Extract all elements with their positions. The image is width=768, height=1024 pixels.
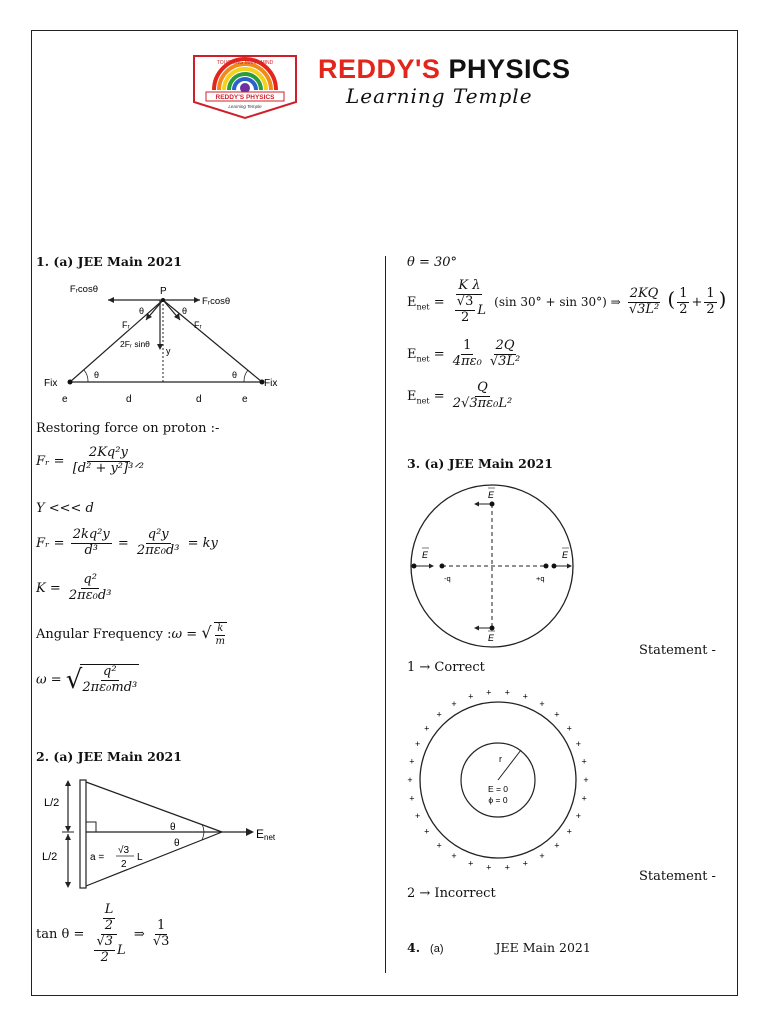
plus-charge: + — [554, 709, 560, 720]
q3-heading: 3. (a) JEE Main 2021 — [407, 456, 553, 471]
eq-tan-num — [101, 903, 118, 935]
brand-tagline: Learning Temple — [346, 84, 533, 108]
left-charge — [68, 380, 73, 385]
pos-charge — [544, 564, 549, 569]
enet1-half-b — [704, 287, 716, 318]
eq-k-num: q² — [83, 572, 97, 587]
plus-charge: + — [566, 723, 572, 734]
statement-1-word: Statement - — [639, 643, 716, 658]
q1-force-diagram — [36, 278, 296, 408]
plus-charge: + — [451, 851, 457, 862]
ang-frac — [214, 622, 227, 647]
top-point — [490, 502, 495, 507]
enet2-eq: = — [433, 346, 445, 362]
eq-omega-den: 2πε₀md³ — [82, 679, 138, 695]
logo-banner-text: REDDY'S PHYSICS — [215, 94, 275, 101]
label-e-zero: E = 0 — [487, 784, 509, 794]
label-root3: √3 — [118, 845, 130, 856]
eq-omega-frac — [80, 664, 139, 696]
eq-enet-2 — [407, 339, 524, 370]
plus-charge: + — [539, 851, 545, 862]
restoring-force-text: Restoring force on proton :- — [36, 421, 220, 436]
q3-circle-diagram — [404, 478, 580, 654]
q4-number: 4. — [407, 940, 421, 955]
label-l-half-top: L/2 — [44, 797, 60, 809]
enet1-frac1 — [451, 279, 488, 326]
e-label-top: E — [488, 490, 495, 500]
eq-tan-den-frac — [94, 935, 115, 966]
brand-name-black: PHYSICS — [448, 54, 571, 84]
label-fix-left: Fix — [44, 378, 58, 389]
eq-tan-result — [151, 919, 172, 950]
label-neg-q: -q — [444, 574, 451, 583]
enet3-eq: = — [433, 388, 445, 404]
ang-den: m — [215, 635, 226, 647]
sqrt-sign: √ — [201, 623, 212, 642]
q3-sphere-diagram — [406, 686, 590, 870]
label-fcos-right: Fᵣcosθ — [202, 296, 231, 307]
label-fcos-left: Fᵣcosθ — [69, 284, 98, 295]
plus-charge: + — [468, 858, 474, 869]
eq-fr2-num2: q²y — [147, 527, 169, 542]
label-l: L — [137, 852, 143, 863]
eq-tan-num-top: L — [104, 902, 114, 917]
left-point — [412, 564, 417, 569]
sqrt-sign-omega: √ — [65, 664, 83, 695]
logo-badge — [192, 52, 298, 120]
enet2-den1: 4πε₀ — [452, 353, 482, 369]
eq-tan-den-bot: 2 — [100, 949, 109, 965]
enet2-num2: 2Q — [495, 338, 515, 353]
eq-tan-num-bot: 2 — [104, 917, 114, 933]
label-a-eq: a = — [90, 852, 105, 863]
label-e-right: e — [242, 394, 248, 405]
right-string — [163, 300, 262, 382]
enet1-num2: 2KQ — [629, 285, 659, 301]
enet1-mid: (sin 30° + sin 30°) ⇒ — [494, 294, 621, 309]
plus-charge: + — [451, 698, 457, 709]
theta-30: θ = 30° — [407, 255, 458, 270]
lower-line — [86, 832, 222, 886]
e-label-right: E — [562, 550, 569, 560]
label-enet: E — [256, 827, 265, 841]
upper-line — [86, 782, 222, 832]
eq-tan-den — [90, 935, 127, 966]
enet3-e: E — [407, 388, 417, 404]
plus-charge: + — [486, 687, 492, 698]
angular-omega: ω = — [171, 627, 198, 642]
bottom-point — [490, 626, 495, 631]
eq-enet-3 — [407, 381, 516, 412]
enet2-frac2 — [488, 339, 522, 370]
plus-charge: + — [409, 756, 415, 767]
eq-fr2-den1: d³ — [84, 542, 98, 558]
label-e-left: e — [62, 394, 68, 405]
enet2-frac1 — [451, 339, 484, 370]
enet2-sub: net — [416, 354, 430, 364]
eq-tan-res-num: 1 — [157, 917, 166, 933]
brand-name — [318, 54, 571, 85]
label-enet-sub: net — [264, 833, 276, 842]
plus-charge: + — [424, 826, 430, 837]
eq-fr-approx: Fᵣ = $\frac{\text{2kq²y}}{\text{d³}}$ = $\frac{\text{q²y}}{\text{2πε₀d³}}$ = ky — [36, 527, 218, 558]
column-divider — [385, 256, 386, 973]
angular-frequency-label: Angular Frequency : — [36, 627, 172, 642]
label-r: r — [499, 754, 502, 764]
plus-charge: + — [436, 840, 442, 851]
eq-fr — [36, 446, 148, 477]
eq-tan — [36, 903, 173, 966]
eq-enet-1 — [407, 279, 726, 326]
enet3-frac — [451, 381, 514, 412]
eq-k-lhs: K = — [36, 580, 61, 596]
right-point — [552, 564, 557, 569]
enet1-half-a-num: 1 — [679, 285, 688, 301]
neg-charge — [440, 564, 445, 569]
plus-charge: + — [504, 687, 510, 698]
charged-rod — [80, 780, 86, 888]
label-theta-top-left: θ — [139, 306, 145, 316]
plus-charge: + — [554, 840, 560, 851]
enet2-den2: √3L² — [489, 353, 521, 369]
eq-tan-den-top: √3 — [96, 933, 114, 949]
eq-fr-lhs: Fᵣ = — [36, 453, 65, 469]
statement-2-result: 2 → Incorrect — [407, 886, 496, 901]
label-theta-right: θ — [232, 370, 238, 380]
plus-charge: + — [414, 739, 421, 750]
eq-fr-frac — [71, 446, 146, 477]
eq-fr2-lhs: Fᵣ = — [36, 535, 65, 551]
plus-charge: + — [566, 826, 572, 837]
enet1-sub: net — [416, 302, 430, 312]
plus-charge: + — [583, 775, 589, 785]
enet1-den-top: √3 — [456, 293, 474, 309]
plus-charge: + — [522, 858, 528, 869]
plus-charge: + — [504, 862, 510, 870]
ang-num: k — [217, 623, 224, 634]
statement-2-word: Statement - — [639, 869, 716, 884]
eq-fr2-frac2 — [135, 528, 182, 559]
enet2-num1: 1 — [463, 338, 472, 353]
plus-charge: + — [424, 723, 430, 734]
enet1-num: K λ — [458, 278, 481, 293]
eq-fr-num: 2Kq²y — [88, 445, 128, 460]
surface-charges — [407, 688, 588, 871]
enet1-den-bot: 2 — [460, 309, 470, 325]
eq-omega-num: q² — [103, 664, 117, 679]
enet1-paren-open: ( — [667, 286, 676, 311]
label-theta-left: θ — [94, 370, 100, 380]
eq-tan-arrow: ⇒ — [133, 926, 145, 942]
plus-charge: + — [486, 862, 492, 870]
enet1-den-frac — [455, 295, 476, 326]
e-label-left: E — [422, 550, 429, 560]
plus-charge: + — [581, 756, 587, 767]
label-theta-top-right: θ — [182, 306, 188, 316]
label-pos-q: +q — [536, 574, 545, 583]
logo-sub-text: Learning Temple — [228, 104, 262, 109]
q2-heading: 2. (a) JEE Main 2021 — [36, 749, 182, 764]
plus-charge: + — [414, 810, 421, 821]
brand-name-red: REDDY'S — [318, 54, 441, 84]
eq-omega-lhs: ω = — [36, 672, 62, 688]
label-fr-left: Fᵣ — [122, 320, 130, 330]
plus-charge: + — [407, 775, 413, 785]
label-d-left: d — [126, 394, 132, 405]
enet3-num: Q — [477, 380, 488, 395]
enet1-plus: + — [691, 294, 703, 310]
enet1-half-b-den: 2 — [706, 301, 715, 317]
proton — [161, 298, 165, 302]
enet1-paren-close: ) — [718, 286, 727, 311]
q2-rod-diagram — [36, 774, 316, 898]
label-two: 2 — [121, 859, 127, 870]
eq-fr-den: [d² + y²]³ᐟ² — [72, 460, 145, 476]
plus-charge: + — [539, 698, 545, 709]
eq-k-frac — [67, 573, 114, 604]
enet1-half-b-num: 1 — [706, 285, 715, 301]
plus-charge: + — [436, 709, 442, 720]
plus-charge: + — [409, 793, 415, 804]
label-theta-lower: θ — [174, 838, 180, 849]
enet1-half-a — [677, 287, 689, 318]
label-2fr-sin: 2Fᵣ sinθ — [120, 339, 150, 349]
right-angle-mark — [86, 822, 96, 832]
eq-k-den: 2πε₀d³ — [68, 587, 112, 603]
eq-tan-lhs: tan θ = — [36, 926, 85, 942]
label-d-right: d — [196, 394, 202, 405]
label-fix-right: Fix — [264, 378, 278, 389]
logo — [192, 52, 298, 120]
eq-tan-den-l: L — [117, 942, 126, 958]
label-theta-upper: θ — [170, 822, 176, 833]
enet1-e: E — [407, 294, 417, 310]
angular-frequency — [36, 622, 229, 647]
q4-exam: JEE Main 2021 — [495, 940, 591, 955]
eq-fr2-tail: = ky — [187, 535, 218, 551]
logo-arc-text: TOUCHING MANY MIND — [216, 60, 274, 66]
enet1-den — [451, 295, 488, 326]
e-label-bottom: E — [488, 633, 495, 643]
plus-charge: + — [575, 739, 582, 750]
plus-charge: + — [522, 691, 528, 702]
q4-option: (a) — [430, 943, 444, 955]
eq-tan-res-den: √3 — [152, 933, 170, 949]
enet1-half-a-den: 2 — [679, 301, 688, 317]
eq-k — [36, 573, 115, 604]
y-condition: Y <<< d — [36, 501, 94, 516]
eq-tan-frac — [90, 903, 127, 966]
enet1-frac2 — [627, 287, 661, 318]
q1-heading: 1. (a) JEE Main 2021 — [36, 254, 182, 269]
plus-charge: + — [468, 691, 474, 702]
plus-charge: + — [575, 810, 582, 821]
enet2-e: E — [407, 346, 417, 362]
enet-arrowhead — [246, 828, 254, 836]
eq-fr2-frac1 — [71, 528, 112, 559]
statement-1-result: 1 → Correct — [407, 660, 485, 675]
label-p: P — [160, 286, 167, 297]
label-y: y — [166, 346, 171, 356]
enet1-den2: √3L² — [628, 301, 660, 317]
label-phi-zero: ϕ = 0 — [488, 795, 508, 805]
plus-charge: + — [581, 793, 587, 804]
label-fr-right: Fᵣ — [194, 320, 202, 330]
enet1-eq: = — [433, 294, 445, 310]
label-l-half-bottom: L/2 — [42, 851, 58, 863]
eq-omega — [36, 664, 141, 696]
eq-fr2-num1: 2kq²y — [72, 527, 110, 542]
enet3-den: 2√3πε₀L² — [452, 395, 513, 411]
enet1-den-l: L — [477, 302, 486, 318]
eq-fr2-den2: 2πε₀d³ — [136, 542, 180, 558]
enet3-sub: net — [416, 396, 430, 406]
q4-heading — [407, 940, 591, 955]
